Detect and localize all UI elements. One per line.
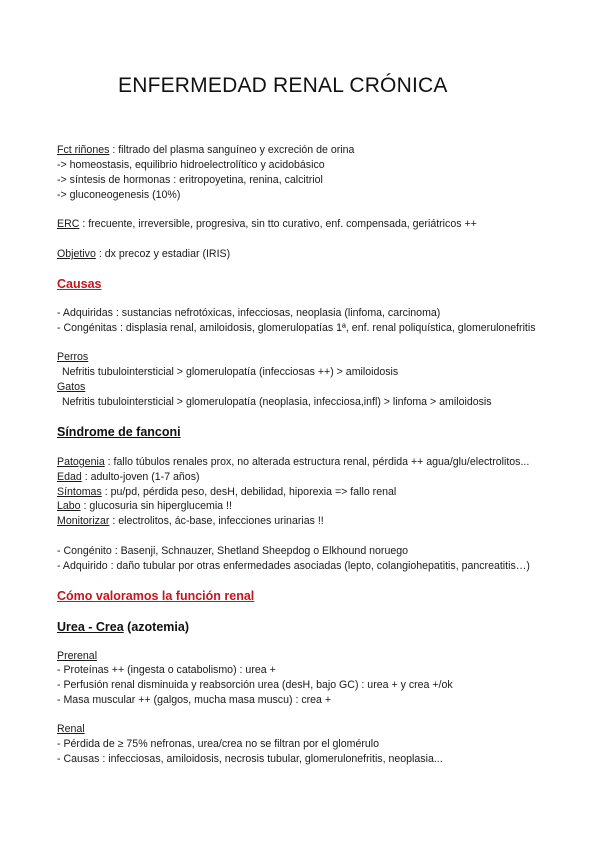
fanconi-row bbox=[57, 456, 529, 469]
fanconi-congenito: - Congénito : Basenji, Schnauzer, Shetland Sheepdog o Elkhound noruego bbox=[57, 545, 409, 557]
prerenal-item: - Masa muscular ++ (galgos, mucha masa muscu) : crea + bbox=[57, 694, 332, 706]
fct-item: -> gluconeogenesis (10%) bbox=[57, 189, 181, 201]
prerenal-label: Prerenal bbox=[57, 650, 98, 662]
fanconi-row bbox=[57, 486, 396, 499]
perros-text: Nefritis tubulointersticial > glomerulopatía (infecciosas ++) > amiloidosis bbox=[62, 366, 399, 378]
fct-label: Fct riñones bbox=[57, 144, 110, 156]
fct-item: -> síntesis de hormonas : eritropoyetina, renina, calcitriol bbox=[57, 174, 323, 186]
fanconi-row-text: : glucosuria sin hiperglucemia !! bbox=[80, 500, 232, 512]
fanconi-row-text: : fallo túbulos renales prox, no alterada estructura renal, pérdida ++ agua/glu/electrolitos... bbox=[104, 456, 530, 468]
causas-heading: Causas bbox=[57, 277, 102, 291]
fanconi-row-text: : pu/pd, pérdida peso, desH, debilidad, hiporexia => fallo renal bbox=[101, 486, 397, 498]
urea-crea-suffix: (azotemia) bbox=[123, 620, 189, 634]
fanconi-row-label: Síntomas bbox=[57, 486, 102, 498]
fanconi-row bbox=[57, 515, 324, 528]
fanconi-heading-text: Síndrome de fanconi bbox=[57, 425, 181, 439]
page-title: ENFERMEDAD RENAL CRÓNICA bbox=[118, 74, 448, 97]
gatos-text: Nefritis tubulointersticial > glomerulopatía (neoplasia, infecciosa,infl) > linfoma > amiloidosis bbox=[62, 396, 492, 408]
fanconi-row bbox=[57, 500, 232, 513]
fanconi-row-text: : electrolitos, ác-base, infecciones urinarias !! bbox=[109, 515, 324, 527]
fanconi-row bbox=[57, 471, 200, 484]
urea-crea-label: Urea - Crea bbox=[57, 620, 124, 634]
renal-item: - Pérdida de ≥ 75% nefronas, urea/crea no se filtran por el glomérulo bbox=[57, 738, 380, 750]
gatos-label: Gatos bbox=[57, 381, 86, 393]
fanconi-row-label: Labo bbox=[57, 500, 81, 512]
fct-text: : filtrado del plasma sanguíneo y excreción de orina bbox=[109, 144, 355, 156]
perros-label: Perros bbox=[57, 351, 89, 363]
fanconi-adquirido: - Adquirido : daño tubular por otras enfermedades asociadas (lepto, colangiohepatitis, pancreatitis…) bbox=[57, 560, 530, 572]
objetivo-label: Objetivo bbox=[57, 248, 96, 260]
fanconi-row-label: Patogenia bbox=[57, 456, 105, 468]
urea-crea-heading bbox=[57, 620, 189, 634]
objetivo-line bbox=[57, 248, 230, 261]
erc-text: : frecuente, irreversible, progresiva, sin tto curativo, enf. compensada, geriátricos ++ bbox=[79, 218, 477, 230]
prerenal-item: - Perfusión renal disminuida y reabsorción urea (desH, bajo GC) : urea + y crea +/ok bbox=[57, 679, 453, 691]
renal-item: - Causas : infecciosas, amiloidosis, necrosis tubular, glomerulonefritis, neoplasia... bbox=[57, 753, 443, 765]
fanconi-heading bbox=[57, 425, 181, 439]
renal-label: Renal bbox=[57, 723, 85, 735]
causas-adquiridas: - Adquiridas : sustancias nefrotóxicas, infecciosas, neoplasia (linfoma, carcinoma) bbox=[57, 307, 441, 319]
fct-item: -> homeostasis, equilibrio hidroelectrolítico y acidobásico bbox=[57, 159, 325, 171]
objetivo-text: : dx precoz y estadiar (IRIS) bbox=[95, 248, 231, 260]
prerenal-item: - Proteínas ++ (ingesta o catabolismo) : urea + bbox=[57, 664, 276, 676]
causas-congenitas: - Congénitas : displasia renal, amiloidosis, glomerulopatías 1ª, enf. renal poliquística, glomerulonefritis bbox=[57, 322, 536, 334]
erc-line bbox=[57, 218, 477, 231]
erc-label: ERC bbox=[57, 218, 80, 230]
fanconi-row-label: Monitorizar bbox=[57, 515, 110, 527]
fanconi-row-text: : adulto-joven (1-7 años) bbox=[81, 471, 200, 483]
funcion-heading: Cómo valoramos la función renal bbox=[57, 589, 255, 603]
fct-line bbox=[57, 144, 354, 157]
fanconi-row-label: Edad bbox=[57, 471, 82, 483]
